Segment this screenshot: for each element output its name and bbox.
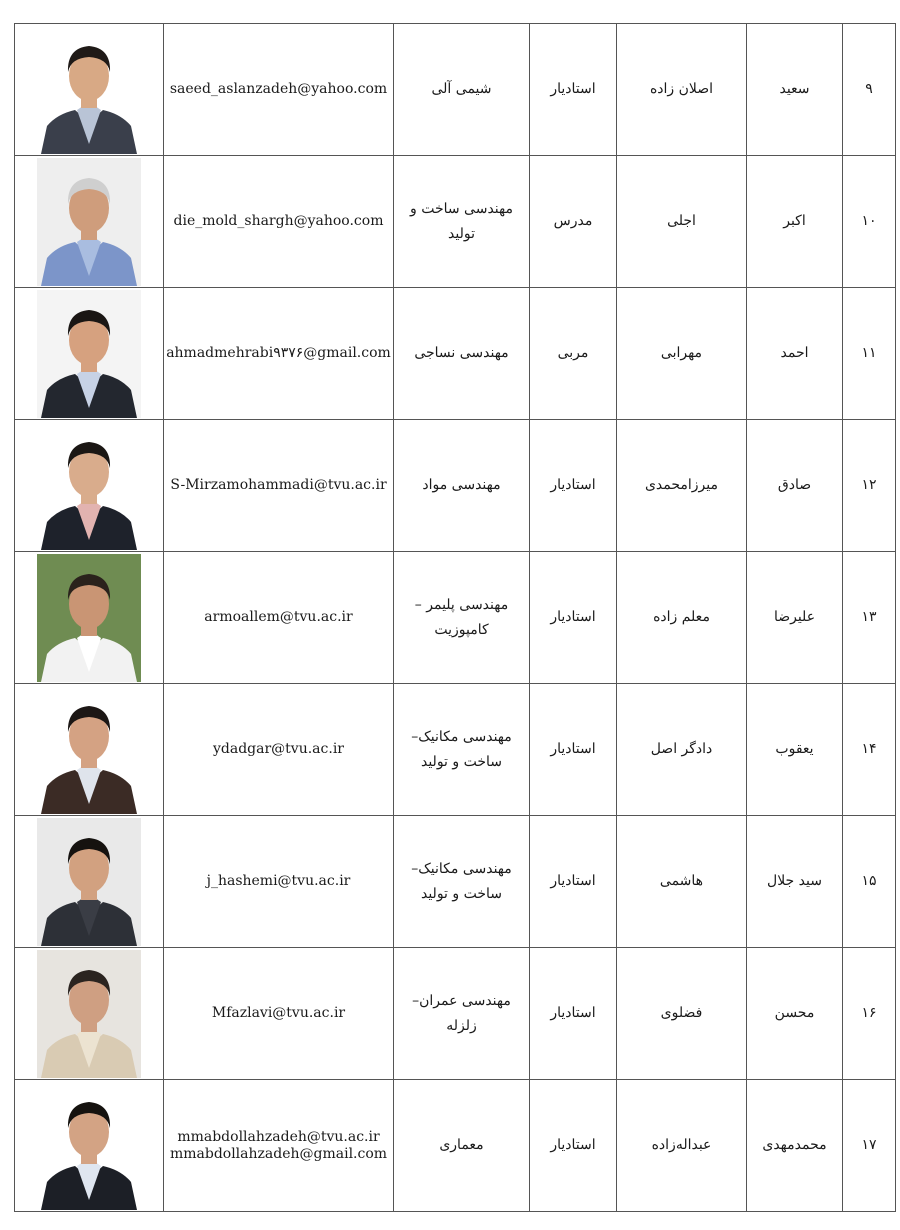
academic-rank: مدرس [553,213,593,229]
first-name: اکبر [783,213,806,229]
email-cell [164,552,394,684]
first-name: محسن [774,1005,815,1021]
last-name-cell [617,24,747,156]
field-cell [394,948,530,1080]
email-list [164,345,393,362]
first-name: صادق [777,477,812,493]
last-name: اصلان زاده [649,81,714,97]
row-number-cell [843,24,896,156]
email-address[interactable]: die_mold_shargh@yahoo.com [173,213,384,229]
staff-photo [37,950,141,1078]
staff-row [15,24,896,156]
staff-photo [37,290,141,418]
staff-row [15,1080,896,1212]
rank-cell [530,288,617,420]
field-cell [394,420,530,552]
email-list [164,81,393,98]
last-name-cell [617,420,747,552]
first-name: سعید [779,81,810,97]
email-address[interactable]: S-Mirzamohammadi@tvu.ac.ir [170,477,387,493]
email-list [164,1129,393,1163]
staff-photo [37,686,141,814]
first-name-cell [747,24,843,156]
email-cell [164,24,394,156]
rank-cell [530,156,617,288]
staff-photo [37,26,141,154]
last-name: میرزامحمدی [644,477,719,493]
field-cell [394,24,530,156]
academic-rank: استادیار [550,477,596,493]
email-cell [164,948,394,1080]
photo-cell [15,420,164,552]
rank-cell [530,816,617,948]
academic-rank: استادیار [550,873,596,889]
staff-row [15,288,896,420]
staff-photo [37,1082,141,1210]
email-cell [164,1080,394,1212]
field-of-study: معماری [439,1137,484,1153]
field-of-study: شیمی آلی [431,81,492,97]
field-cell [394,288,530,420]
first-name-cell [747,420,843,552]
last-name-cell [617,156,747,288]
first-name-cell [747,288,843,420]
last-name: مهرابی [660,345,703,361]
rank-cell [530,948,617,1080]
field-cell [394,1080,530,1212]
row-number: ۱۰ [861,213,877,229]
first-name-cell [747,552,843,684]
last-name: هاشمی [659,873,704,889]
first-name: محمدمهدی [762,1137,827,1153]
email-cell [164,156,394,288]
email-address[interactable]: armoallem@tvu.ac.ir [204,609,353,625]
row-number-cell [843,816,896,948]
email-list [164,213,393,230]
staff-photo [37,554,141,682]
photo-cell [15,552,164,684]
photo-cell [15,156,164,288]
row-number: ۱۴ [861,741,877,757]
staff-row [15,420,896,552]
field-of-study: مهندسی مکانیک– ساخت و تولید [411,860,512,902]
academic-rank: استادیار [550,1137,596,1153]
staff-photo [37,422,141,550]
staff-row [15,816,896,948]
row-number: ۹ [865,81,873,97]
row-number: ۱۲ [861,477,877,493]
email-list [164,477,393,494]
rank-cell [530,1080,617,1212]
email-list [164,873,393,890]
first-name-cell [747,156,843,288]
academic-rank: مربی [557,345,589,361]
last-name-cell [617,1080,747,1212]
email-address[interactable]: Mfazlavi@tvu.ac.ir [211,1005,346,1021]
first-name-cell [747,948,843,1080]
staff-photo [37,158,141,286]
last-name-cell [617,684,747,816]
email-cell [164,684,394,816]
row-number-cell [843,948,896,1080]
row-number-cell [843,420,896,552]
staff-table [14,23,896,1212]
first-name: احمد [780,345,809,361]
photo-cell [15,816,164,948]
email-cell [164,816,394,948]
field-of-study: مهندسی مواد [422,477,501,493]
field-cell [394,156,530,288]
email-cell [164,288,394,420]
email-address[interactable]: ydadgar@tvu.ac.ir [213,741,344,757]
row-number: ۱۳ [861,609,877,625]
email-address[interactable]: mmabdollahzadeh@gmail.com [169,1145,388,1162]
photo-cell [15,288,164,420]
last-name: فضلوی [660,1005,703,1021]
first-name: یعقوب [775,741,814,757]
field-cell [394,816,530,948]
email-list [164,741,393,758]
staff-row [15,948,896,1080]
field-of-study: مهندسی پلیمر – کامپوزیت [414,596,509,638]
row-number: ۱۶ [861,1005,877,1021]
first-name-cell [747,816,843,948]
staff-photo [37,818,141,946]
row-number: ۱۷ [861,1137,877,1153]
photo-cell [15,24,164,156]
email-list [164,609,393,626]
academic-rank: استادیار [550,609,596,625]
field-cell [394,552,530,684]
last-name-cell [617,816,747,948]
email-address[interactable]: j_hashemi@tvu.ac.ir [206,873,351,889]
last-name: اجلی [667,213,696,229]
last-name-cell [617,552,747,684]
email-cell [164,420,394,552]
staff-row [15,156,896,288]
academic-rank: استادیار [550,1005,596,1021]
row-number-cell [843,684,896,816]
staff-table-body [15,24,896,1212]
row-number: ۱۱ [861,345,877,361]
first-name: سید جلال [767,873,822,889]
first-name: علیرضا [773,609,816,625]
last-name: عبداله‌زاده [651,1137,712,1153]
email-address[interactable]: mmabdollahzadeh@tvu.ac.ir [177,1128,380,1145]
row-number-cell [843,1080,896,1212]
row-number-cell [843,552,896,684]
row-number-cell [843,156,896,288]
row-number-cell [843,288,896,420]
last-name: دادگر اصل [650,741,713,757]
field-of-study: مهندسی عمران– زلزله [412,992,511,1034]
staff-row [15,552,896,684]
rank-cell [530,420,617,552]
academic-rank: استادیار [550,741,596,757]
last-name: معلم زاده [653,609,710,625]
email-list [164,1005,393,1022]
row-number: ۱۵ [861,873,877,889]
field-cell [394,684,530,816]
last-name-cell [617,948,747,1080]
staff-row [15,684,896,816]
last-name-cell [617,288,747,420]
photo-cell [15,684,164,816]
rank-cell [530,552,617,684]
academic-rank: استادیار [550,81,596,97]
first-name-cell [747,684,843,816]
email-address[interactable]: saeed_aslanzadeh@yahoo.com [169,81,388,97]
photo-cell [15,948,164,1080]
rank-cell [530,24,617,156]
first-name-cell [747,1080,843,1212]
email-address[interactable]: ahmadmehrabi۹۳۷۶@gmail.com [166,345,391,361]
field-of-study: مهندسی نساجی [414,345,509,361]
rank-cell [530,684,617,816]
field-of-study: مهندسی ساخت و تولید [410,200,513,242]
photo-cell [15,1080,164,1212]
field-of-study: مهندسی مکانیک– ساخت و تولید [411,728,512,770]
